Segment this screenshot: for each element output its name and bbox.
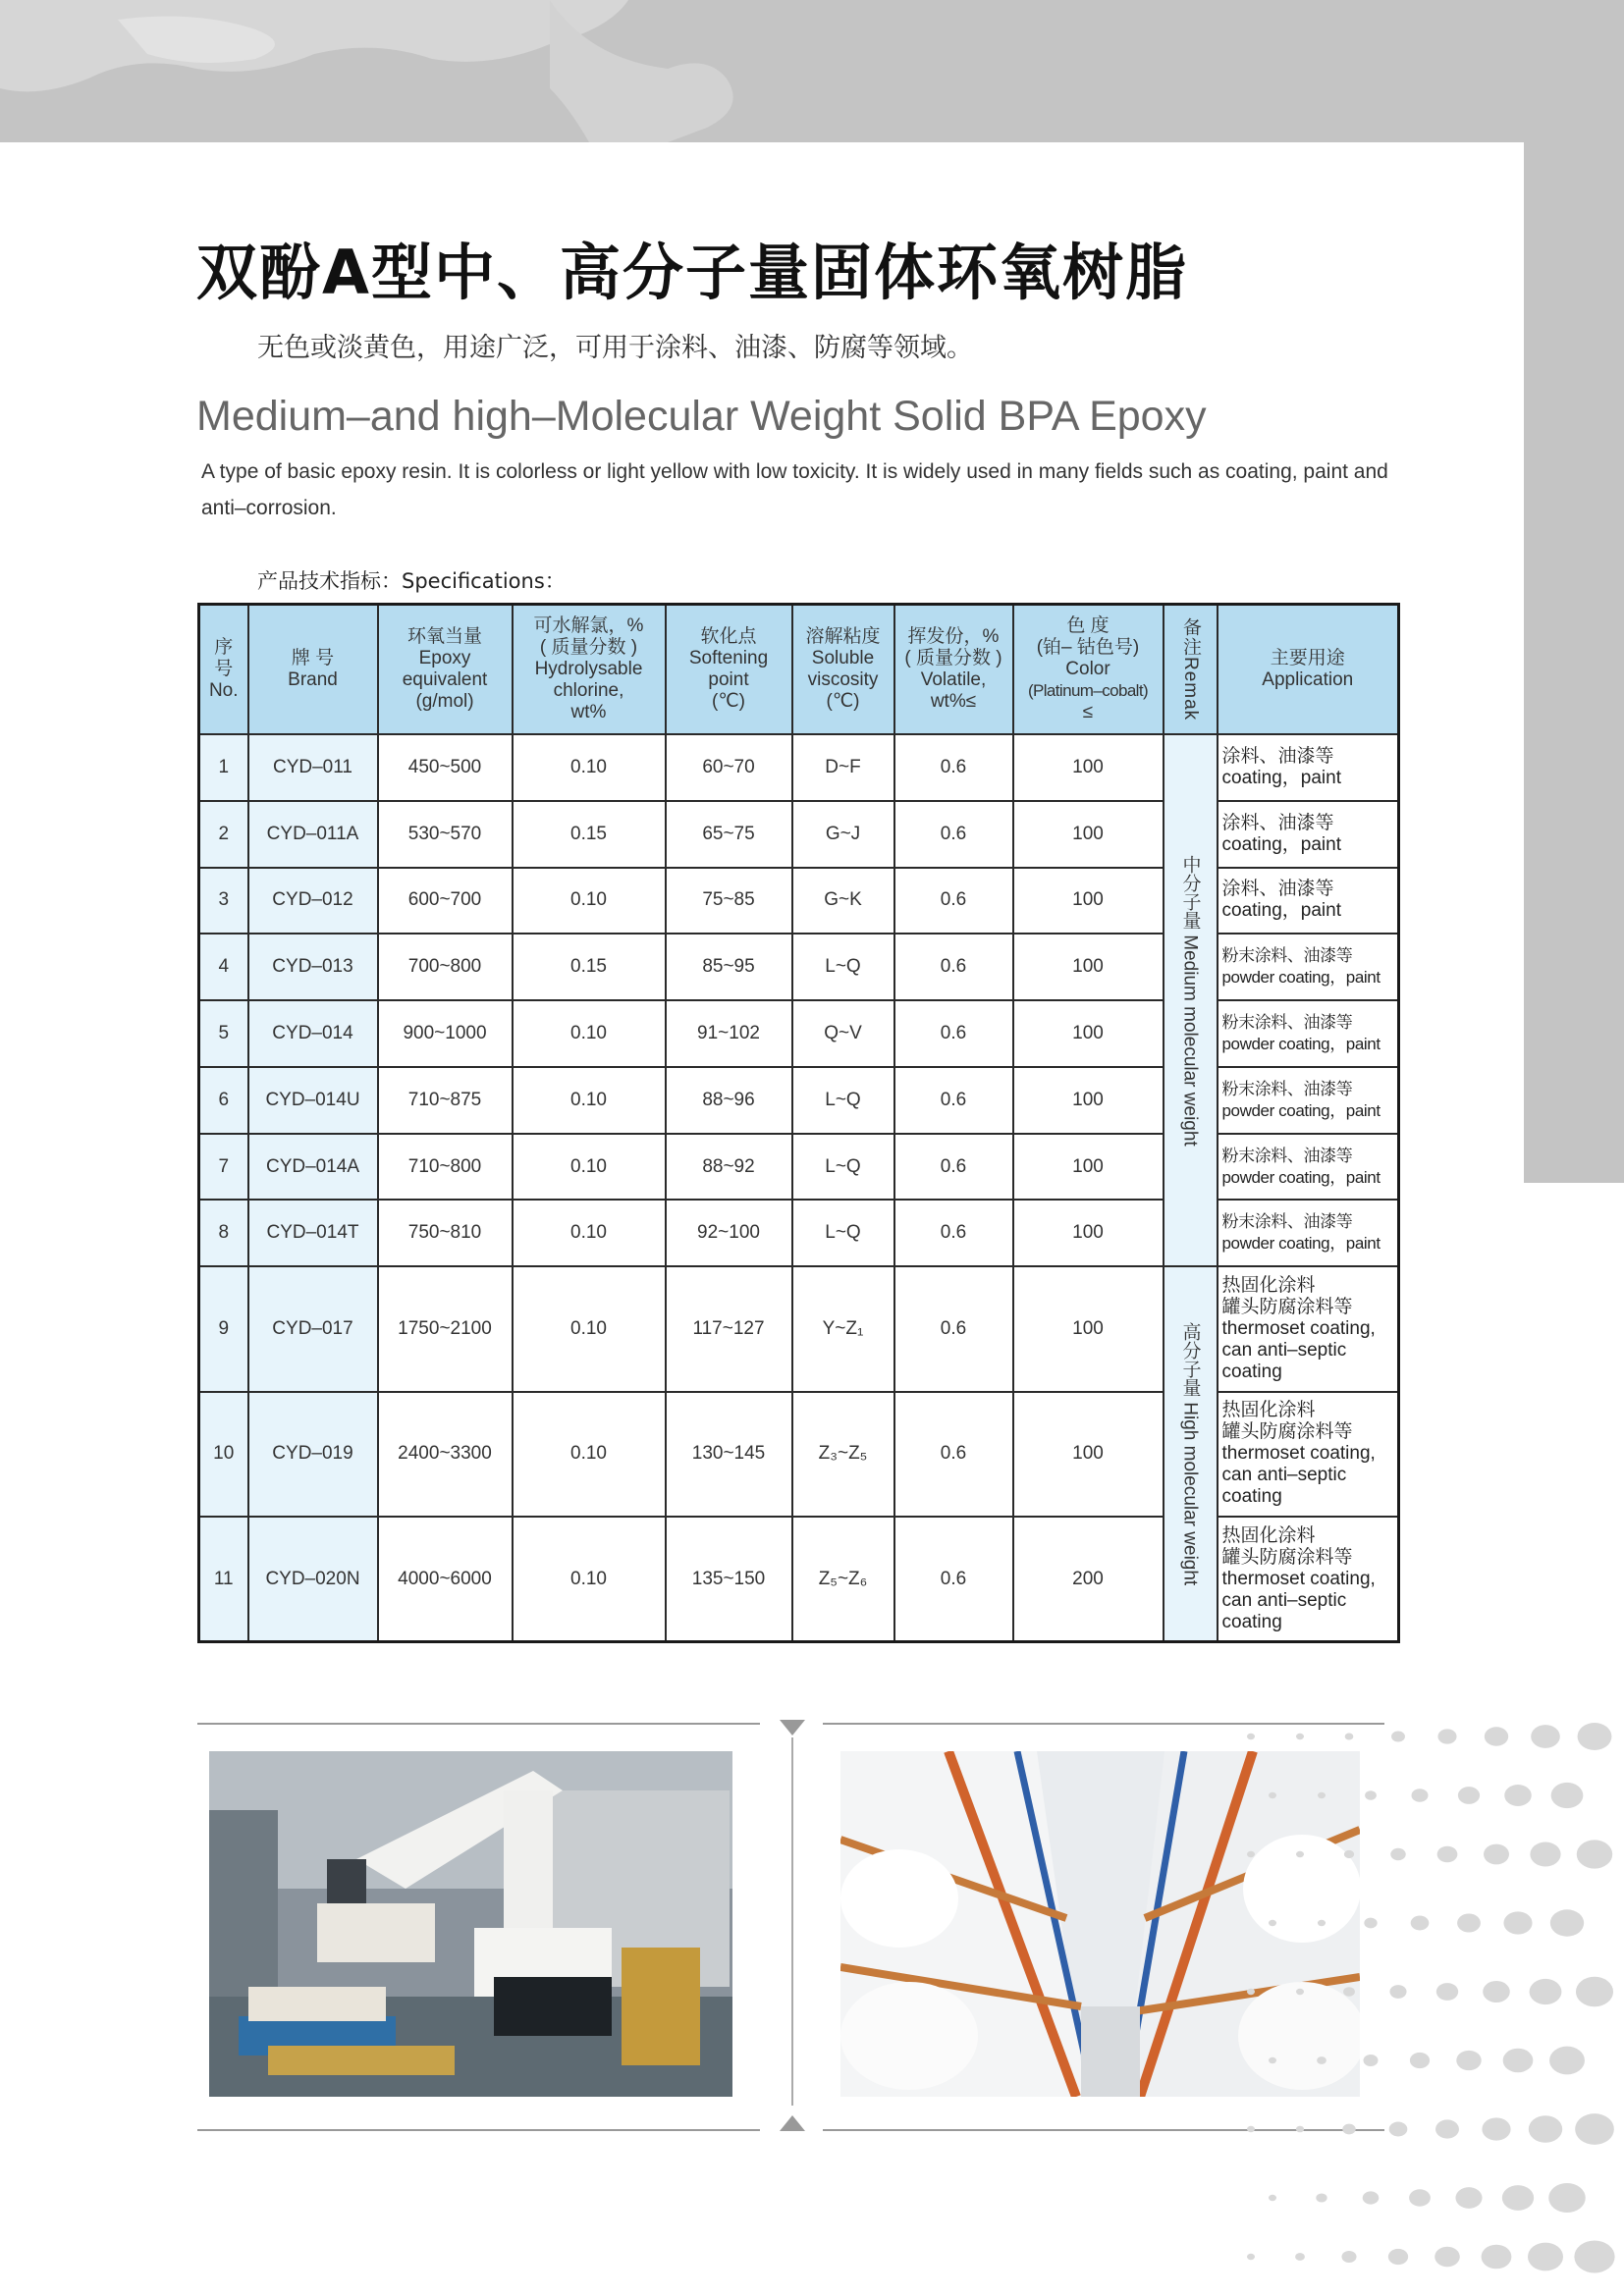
application-line: thermoset coating, [1221, 1317, 1376, 1339]
cell-application [1218, 801, 1399, 868]
decorative-dot [1458, 1787, 1480, 1804]
application-line: coating，paint [1221, 900, 1341, 922]
application-line: 粉末涂料、油漆等 [1221, 1212, 1353, 1232]
decorative-dot [1551, 1783, 1584, 1808]
decorative-dot [1296, 2126, 1304, 2133]
table-row [199, 801, 1399, 868]
header-application [1218, 605, 1399, 735]
application-line: 粉末涂料、油漆等 [1221, 1146, 1353, 1165]
cell-epoxy-equivalent: 4000~6000 [378, 1517, 513, 1642]
cell-application [1218, 734, 1399, 801]
page-subtitle: 无色或淡黄色，用途广泛，可用于涂料、油漆、防腐等领域。 [257, 333, 973, 363]
application-line: 涂料、油漆等 [1221, 879, 1334, 900]
decorative-dot [1578, 1723, 1612, 1750]
header-viscosity-line2: Soluble [811, 648, 875, 668]
cell-softening-point: 88~92 [666, 1134, 792, 1201]
decorative-dot [1389, 1985, 1406, 1999]
cell-no: 7 [199, 1134, 248, 1201]
cell-volatile: 0.6 [894, 734, 1013, 801]
decorative-dot [1409, 2189, 1431, 2206]
cell-application [1218, 1266, 1399, 1391]
english-description: A type of basic epoxy resin. It is colorless or light yellow with low toxicity. It is widely used in many fields such as coating, paint and anti–corrosion. [201, 460, 1388, 519]
decorative-dot [1269, 2057, 1276, 2063]
cell-chlorine: 0.10 [513, 868, 666, 934]
cell-no: 5 [199, 1000, 248, 1067]
cell-volatile: 0.6 [894, 1134, 1013, 1201]
cell-chlorine: 0.10 [513, 1266, 666, 1391]
header-volatile-line3: Volatile, [920, 669, 987, 690]
application-line: thermoset coating, [1221, 1568, 1376, 1589]
application-line: 热固化涂料 [1221, 1400, 1316, 1421]
application-line: 热固化涂料 [1221, 1524, 1316, 1546]
header-no-line1: 序 [214, 637, 234, 658]
header-softening-line4: (℃) [712, 691, 745, 712]
cell-application [1218, 1067, 1399, 1134]
decorative-dot [1269, 2195, 1276, 2201]
decorative-dot [1435, 2247, 1460, 2267]
decorative-dot [1548, 2183, 1586, 2213]
header-chlorine-line3: Hydrolysable [534, 659, 643, 679]
application-line: coating [1221, 1361, 1282, 1382]
world-map-silhouette [0, 0, 1624, 142]
cell-brand: CYD–012 [248, 868, 378, 934]
cell-no: 9 [199, 1266, 248, 1391]
cell-brand: CYD–019 [248, 1392, 378, 1517]
cell-volatile: 0.6 [894, 1067, 1013, 1134]
decorative-dot [1411, 1916, 1430, 1931]
cell-softening-point: 135~150 [666, 1517, 792, 1642]
triangle-up-icon [780, 2115, 805, 2131]
application-line: powder coating，paint [1221, 1035, 1380, 1054]
decorative-dot [1530, 1842, 1560, 1867]
decorative-dot [1549, 2047, 1585, 2075]
decorative-dot [1345, 1734, 1354, 1740]
cell-color: 100 [1013, 1266, 1164, 1391]
cell-brand: CYD–014A [248, 1134, 378, 1201]
header-chlorine-line2: ( 质量分数 ) [539, 637, 638, 658]
decorative-dot [1483, 1981, 1510, 2002]
cell-no: 6 [199, 1067, 248, 1134]
table-row [199, 1200, 1399, 1266]
cell-no: 10 [199, 1392, 248, 1517]
header-softening-line1: 软化点 [700, 626, 757, 647]
header-application-en: Application [1262, 669, 1354, 690]
cell-softening-point: 65~75 [666, 801, 792, 868]
decorative-dot [1528, 2243, 1563, 2271]
decorative-dot [1482, 2245, 1512, 2269]
decorative-dot [1576, 1977, 1613, 2006]
decorative-dot [1574, 2240, 1614, 2272]
cell-softening-point: 75~85 [666, 868, 792, 934]
header-epoxy-line3: equivalent [402, 669, 488, 690]
decorative-dot [1531, 1725, 1560, 1748]
remark-text: 中分子量 Medium molecular weight [1179, 854, 1201, 1147]
cell-volatile: 0.6 [894, 1000, 1013, 1067]
application-line: 罐头防腐涂料等 [1221, 1546, 1353, 1568]
cell-no: 3 [199, 868, 248, 934]
application-line: powder coating，paint [1221, 1234, 1380, 1254]
decorative-dot [1247, 2126, 1255, 2132]
top-decorative-band [0, 0, 1624, 142]
cell-brand: CYD–020N [248, 1517, 378, 1642]
cell-chlorine: 0.10 [513, 1392, 666, 1517]
header-no-line3: No. [208, 680, 239, 701]
cell-viscosity: G~J [792, 801, 894, 868]
remark-high-molecular [1164, 1266, 1218, 1641]
cell-application [1218, 868, 1399, 934]
decorative-dots [1212, 1707, 1624, 2296]
header-color-line5: ≤ [1082, 702, 1094, 722]
application-line: powder coating，paint [1221, 1100, 1380, 1120]
decorative-dot [1530, 1979, 1562, 2004]
header-viscosity-line1: 溶解粘度 [805, 626, 881, 647]
table-row [199, 1392, 1399, 1517]
cell-epoxy-equivalent: 750~810 [378, 1200, 513, 1266]
vertical-divider [791, 1737, 793, 2106]
specifications-table [197, 603, 1400, 1643]
decorative-dot [1435, 2119, 1459, 2138]
cell-epoxy-equivalent: 450~500 [378, 734, 513, 801]
decorative-dot [1550, 1909, 1584, 1936]
cell-softening-point: 130~145 [666, 1392, 792, 1517]
header-volatile-line4: wt%≤ [930, 691, 977, 712]
cell-volatile: 0.6 [894, 934, 1013, 1000]
decorative-dot [1363, 2191, 1380, 2204]
cell-brand: CYD–017 [248, 1266, 378, 1391]
cell-volatile: 0.6 [894, 1266, 1013, 1391]
decorative-dot [1343, 1987, 1355, 1996]
divider-bottom-left [197, 2129, 760, 2131]
right-decorative-band [1524, 142, 1624, 1183]
cell-application [1218, 1134, 1399, 1201]
decorative-dot [1529, 2115, 1562, 2143]
cell-volatile: 0.6 [894, 1517, 1013, 1642]
cell-color: 100 [1013, 1067, 1164, 1134]
application-line: 热固化涂料 [1221, 1274, 1316, 1296]
table-row [199, 868, 1399, 934]
cell-color: 100 [1013, 934, 1164, 1000]
cell-brand: CYD–011A [248, 801, 378, 868]
cell-no: 2 [199, 801, 248, 868]
application-line: coating [1221, 1611, 1282, 1632]
specifications-heading: 产品技术指标：Specifications： [257, 569, 566, 593]
decorative-dot [1295, 2253, 1305, 2261]
decorative-dot [1388, 2249, 1408, 2265]
decorative-dot [1575, 2113, 1614, 2145]
cell-no: 8 [199, 1200, 248, 1266]
decorative-dot [1296, 1734, 1304, 1739]
header-no-line2: 号 [214, 659, 234, 679]
application-line: powder coating，paint [1221, 1167, 1380, 1187]
decorative-dot [1318, 1920, 1326, 1927]
cell-viscosity: Y~Z₁ [792, 1266, 894, 1391]
header-viscosity-line4: (℃) [826, 691, 860, 712]
cell-no: 1 [199, 734, 248, 801]
table-row [199, 1000, 1399, 1067]
cell-viscosity: L~Q [792, 1200, 894, 1266]
decorative-dot [1437, 1846, 1458, 1863]
cell-chlorine: 0.10 [513, 1067, 666, 1134]
robotic-palletizer-photo [209, 1751, 732, 2097]
cell-viscosity: Z₅~Z₆ [792, 1517, 894, 1642]
decorative-dot [1484, 1844, 1509, 1865]
cell-color: 200 [1013, 1517, 1164, 1642]
cell-softening-point: 117~127 [666, 1266, 792, 1391]
cell-chlorine: 0.10 [513, 1517, 666, 1642]
cell-chlorine: 0.10 [513, 734, 666, 801]
cell-softening-point: 91~102 [666, 1000, 792, 1067]
header-epoxy-line1: 环氧当量 [406, 626, 482, 647]
decorative-dot [1390, 1848, 1406, 1860]
divider-top-left [197, 1723, 760, 1725]
decorative-dot [1503, 2049, 1534, 2073]
header-chlorine [513, 605, 666, 735]
application-line: 涂料、油漆等 [1221, 745, 1334, 767]
table-row [199, 934, 1399, 1000]
decorative-dot [1457, 1913, 1481, 1932]
decorative-dot [1411, 1789, 1428, 1802]
header-color-line4: (Platinum–cobalt) [1027, 681, 1149, 700]
header-no [199, 605, 248, 735]
cell-epoxy-equivalent: 700~800 [378, 934, 513, 1000]
header-viscosity [792, 605, 894, 735]
cell-no: 4 [199, 934, 248, 1000]
cell-viscosity: D~F [792, 734, 894, 801]
decorative-dot [1410, 2053, 1430, 2068]
cell-epoxy-equivalent: 710~875 [378, 1067, 513, 1134]
decorative-dot [1365, 1790, 1377, 1799]
decorative-dot [1577, 1840, 1612, 1868]
cell-brand: CYD–014U [248, 1067, 378, 1134]
cell-epoxy-equivalent: 710~800 [378, 1134, 513, 1201]
cell-softening-point: 85~95 [666, 934, 792, 1000]
cell-softening-point: 60~70 [666, 734, 792, 801]
header-softening-point [666, 605, 792, 735]
application-line: 粉末涂料、油漆等 [1221, 1079, 1353, 1098]
page-title: 双酚A型中、高分子量固体环氧树脂 [196, 237, 1188, 308]
decorative-dot [1504, 1785, 1531, 1806]
cell-volatile: 0.6 [894, 1200, 1013, 1266]
application-line: coating [1221, 1486, 1282, 1508]
cell-color: 100 [1013, 1392, 1164, 1517]
decorative-dot [1247, 1851, 1255, 1857]
table-row [199, 734, 1399, 801]
header-brand-en: Brand [288, 669, 338, 690]
cell-application [1218, 1517, 1399, 1642]
decorative-dot [1364, 2055, 1379, 2066]
header-volatile [894, 605, 1013, 735]
cell-application [1218, 1000, 1399, 1067]
triangle-down-icon [780, 1720, 805, 1735]
cell-no: 11 [199, 1517, 248, 1642]
decorative-dot [1503, 1911, 1532, 1934]
cell-viscosity: L~Q [792, 934, 894, 1000]
decorative-dot [1296, 1989, 1304, 1995]
table-header-row [199, 605, 1399, 735]
header-color [1013, 605, 1164, 735]
decorative-dot [1342, 2124, 1355, 2135]
cell-volatile: 0.6 [894, 868, 1013, 934]
header-chlorine-line1: 可水解氯，% [533, 615, 644, 636]
header-color-line1: 色 度 [1066, 615, 1110, 636]
cell-chlorine: 0.10 [513, 1134, 666, 1201]
cell-brand: CYD–014 [248, 1000, 378, 1067]
cell-color: 100 [1013, 801, 1164, 868]
cell-chlorine: 0.10 [513, 1000, 666, 1067]
decorative-dot [1269, 1792, 1276, 1798]
application-line: 涂料、油漆等 [1221, 812, 1334, 833]
header-epoxy-line2: Epoxy [418, 648, 471, 668]
cell-brand: CYD–014T [248, 1200, 378, 1266]
table-row [199, 1134, 1399, 1201]
header-color-line3: Color [1065, 659, 1110, 679]
cell-color: 100 [1013, 1000, 1164, 1067]
remark-medium-molecular [1164, 734, 1218, 1266]
header-chlorine-line5: wt% [570, 702, 607, 722]
header-remark-text: 备注Remak [1180, 617, 1201, 721]
remark-text: 高分子量 High molecular weight [1179, 1322, 1201, 1586]
cell-softening-point: 92~100 [666, 1200, 792, 1266]
decorative-dot [1296, 1851, 1304, 1857]
application-line: 罐头防腐涂料等 [1221, 1421, 1353, 1443]
header-epoxy-equivalent [378, 605, 513, 735]
header-brand [248, 605, 378, 735]
cell-application [1218, 1392, 1399, 1517]
decorative-dot [1269, 1920, 1276, 1926]
decorative-dot [1455, 2187, 1482, 2209]
cell-viscosity: G~K [792, 868, 894, 934]
cell-softening-point: 88~96 [666, 1067, 792, 1134]
application-line: 粉末涂料、油漆等 [1221, 946, 1353, 966]
cell-viscosity: L~Q [792, 1067, 894, 1134]
table-row [199, 1067, 1399, 1134]
cell-viscosity: Q~V [792, 1000, 894, 1067]
cell-brand: CYD–013 [248, 934, 378, 1000]
application-line: coating，paint [1221, 767, 1341, 788]
cell-application [1218, 934, 1399, 1000]
application-line: 粉末涂料、油漆等 [1221, 1013, 1353, 1033]
cell-viscosity: L~Q [792, 1134, 894, 1201]
cell-epoxy-equivalent: 1750~2100 [378, 1266, 513, 1391]
cell-volatile: 0.6 [894, 801, 1013, 868]
cell-volatile: 0.6 [894, 1392, 1013, 1517]
cell-color: 100 [1013, 1200, 1164, 1266]
header-remark [1164, 605, 1218, 735]
cell-epoxy-equivalent: 600~700 [378, 868, 513, 934]
cell-epoxy-equivalent: 2400~3300 [378, 1392, 513, 1517]
application-line: can anti–septic [1221, 1339, 1347, 1361]
application-line: powder coating，paint [1221, 968, 1380, 988]
english-title: Medium–and high–Molecular Weight Solid BPA Epoxy [196, 393, 1207, 440]
decorative-dot [1247, 1989, 1255, 1995]
decorative-dot [1391, 1731, 1405, 1741]
application-line: can anti–septic [1221, 1589, 1347, 1611]
decorative-dot [1247, 2254, 1255, 2260]
table-row [199, 1517, 1399, 1642]
header-viscosity-line3: viscosity [807, 669, 879, 690]
application-line: can anti–septic [1221, 1465, 1347, 1486]
header-volatile-line2: ( 质量分数 ) [904, 648, 1002, 668]
header-softening-line2: Softening [688, 648, 769, 668]
decorative-dot [1316, 2193, 1326, 2202]
cell-brand: CYD–011 [248, 734, 378, 801]
cell-epoxy-equivalent: 530~570 [378, 801, 513, 868]
cell-application [1218, 1200, 1399, 1266]
header-epoxy-line4: (g/mol) [415, 691, 474, 712]
cell-color: 100 [1013, 1134, 1164, 1201]
cell-color: 100 [1013, 868, 1164, 934]
table-row [199, 1266, 1399, 1391]
decorative-dot [1456, 2051, 1481, 2070]
header-brand-cn: 牌 号 [291, 648, 335, 668]
cell-chlorine: 0.15 [513, 801, 666, 868]
header-softening-line3: point [708, 669, 749, 690]
header-application-cn: 主要用途 [1270, 648, 1345, 668]
decorative-dot [1389, 2122, 1408, 2137]
decorative-dot [1317, 2056, 1326, 2064]
application-line: coating，paint [1221, 833, 1341, 855]
application-line: thermoset coating, [1221, 1443, 1376, 1465]
decorative-dot [1344, 1850, 1354, 1858]
decorative-dot [1364, 1918, 1377, 1929]
cell-color: 100 [1013, 734, 1164, 801]
decorative-dot [1502, 2185, 1534, 2211]
header-color-line2: (铂– 钴色号) [1036, 637, 1140, 658]
decorative-dot [1436, 1983, 1458, 2001]
decorative-dot [1247, 1734, 1255, 1739]
cell-chlorine: 0.15 [513, 934, 666, 1000]
cell-epoxy-equivalent: 900~1000 [378, 1000, 513, 1067]
header-chlorine-line4: chlorine, [553, 680, 624, 701]
cell-viscosity: Z₃~Z₅ [792, 1392, 894, 1517]
decorative-dot [1482, 2117, 1510, 2140]
decorative-dot [1318, 1792, 1326, 1798]
decorative-dot [1341, 2251, 1356, 2263]
decorative-dot [1485, 1727, 1508, 1746]
application-line: 罐头防腐涂料等 [1221, 1296, 1353, 1317]
header-volatile-line1: 挥发份，% [907, 626, 1000, 647]
cell-chlorine: 0.10 [513, 1200, 666, 1266]
decorative-dot [1437, 1729, 1456, 1743]
